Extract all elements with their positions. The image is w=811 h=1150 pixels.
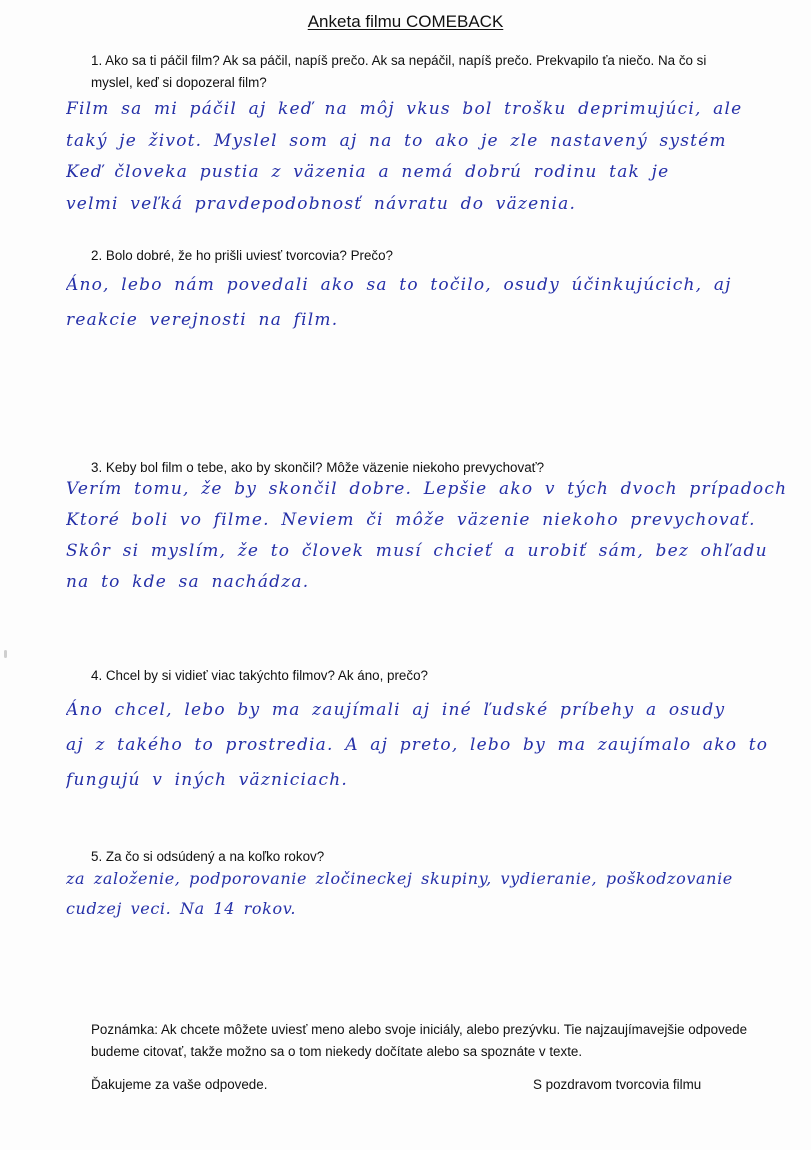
survey-title: Anketa filmu COMEBACK: [307, 12, 504, 31]
answer-line: cudzej veci. Na 14 rokov.: [66, 899, 297, 918]
answer-2: [66, 268, 802, 338]
answer-line: Áno, lebo nám povedali ako sa to točilo, osudy účinkujúcich, aj: [66, 275, 732, 295]
signoff-text: S pozdravom tvorcovia filmu: [533, 1077, 702, 1092]
answer-line: Verím tomu, že by skončil dobre. Lepšie ako v tých dvoch prípadoch: [66, 479, 788, 499]
answer-5: [66, 864, 802, 924]
answer-line: Film sa mi páčil aj keď na môj vkus bol trošku deprimujúci, ale: [66, 99, 743, 119]
footer-note: Poznámka: Ak chcete môžete uviesť meno alebo svoje iniciály, alebo prezývku. Tie najzaujímavejšie odpovede budeme citovať, takže možno sa o tom niekedy dočítate alebo sa spoznáte v texte.: [91, 1022, 748, 1059]
question-2: 2. Bolo dobré, že ho prišli uviesť tvorcovia? Prečo?: [91, 248, 394, 263]
answer-3: [66, 474, 802, 598]
answer-line: za založenie, podporovanie zločineckej skupiny, vydieranie, poškodzovanie: [66, 869, 733, 888]
answer-4: [66, 693, 802, 798]
answer-line: Áno chcel, lebo by ma zaujímali aj iné ľudské príbehy a osudy: [66, 700, 726, 720]
answer-line: velmi veľká pravdepodobnosť návratu do väzenia.: [66, 193, 577, 214]
answer-line: taký je život. Myslel som aj na to ako je zle nastavený systém: [66, 130, 727, 151]
answer-line: fungujú v iných väzniciach.: [66, 770, 348, 790]
answer-line: Ktoré boli vo filme. Neviem či môže väzenie niekoho prevychovať.: [66, 510, 756, 530]
answer-line: na to kde sa nachádza.: [66, 572, 310, 592]
answer-1: [66, 94, 802, 220]
question-3: 3. Keby bol film o tebe, ako by skončil? Môže väzenie niekoho prevychovať?: [91, 460, 545, 475]
question-1: 1. Ako sa ti páčil film? Ak sa páčil, napíš prečo. Ak sa nepáčil, napíš prečo. Prekvapilo ťa niečo. Na čo si myslel, keď si dopozeral film?: [91, 53, 707, 90]
question-4: 4. Chcel by si vidieť viac takýchto filmov? Ak áno, prečo?: [91, 668, 428, 683]
answer-line: Skôr si myslím, že to človek musí chcieť a urobiť sám, bez ohľadu: [66, 541, 768, 561]
answer-line: Keď človeka pustia z väzenia a nemá dobrú rodinu tak je: [66, 162, 670, 182]
question-5: 5. Za čo si odsúdený a na koľko rokov?: [91, 849, 325, 864]
answer-line: aj z takého to prostredia. A aj preto, lebo by ma zaujímalo ako to: [66, 735, 769, 755]
answer-line: reakcie verejnosti na film.: [66, 310, 339, 330]
thanks-text: Ďakujeme za vaše odpovede.: [91, 1077, 268, 1092]
paper-speck: [4, 650, 7, 658]
